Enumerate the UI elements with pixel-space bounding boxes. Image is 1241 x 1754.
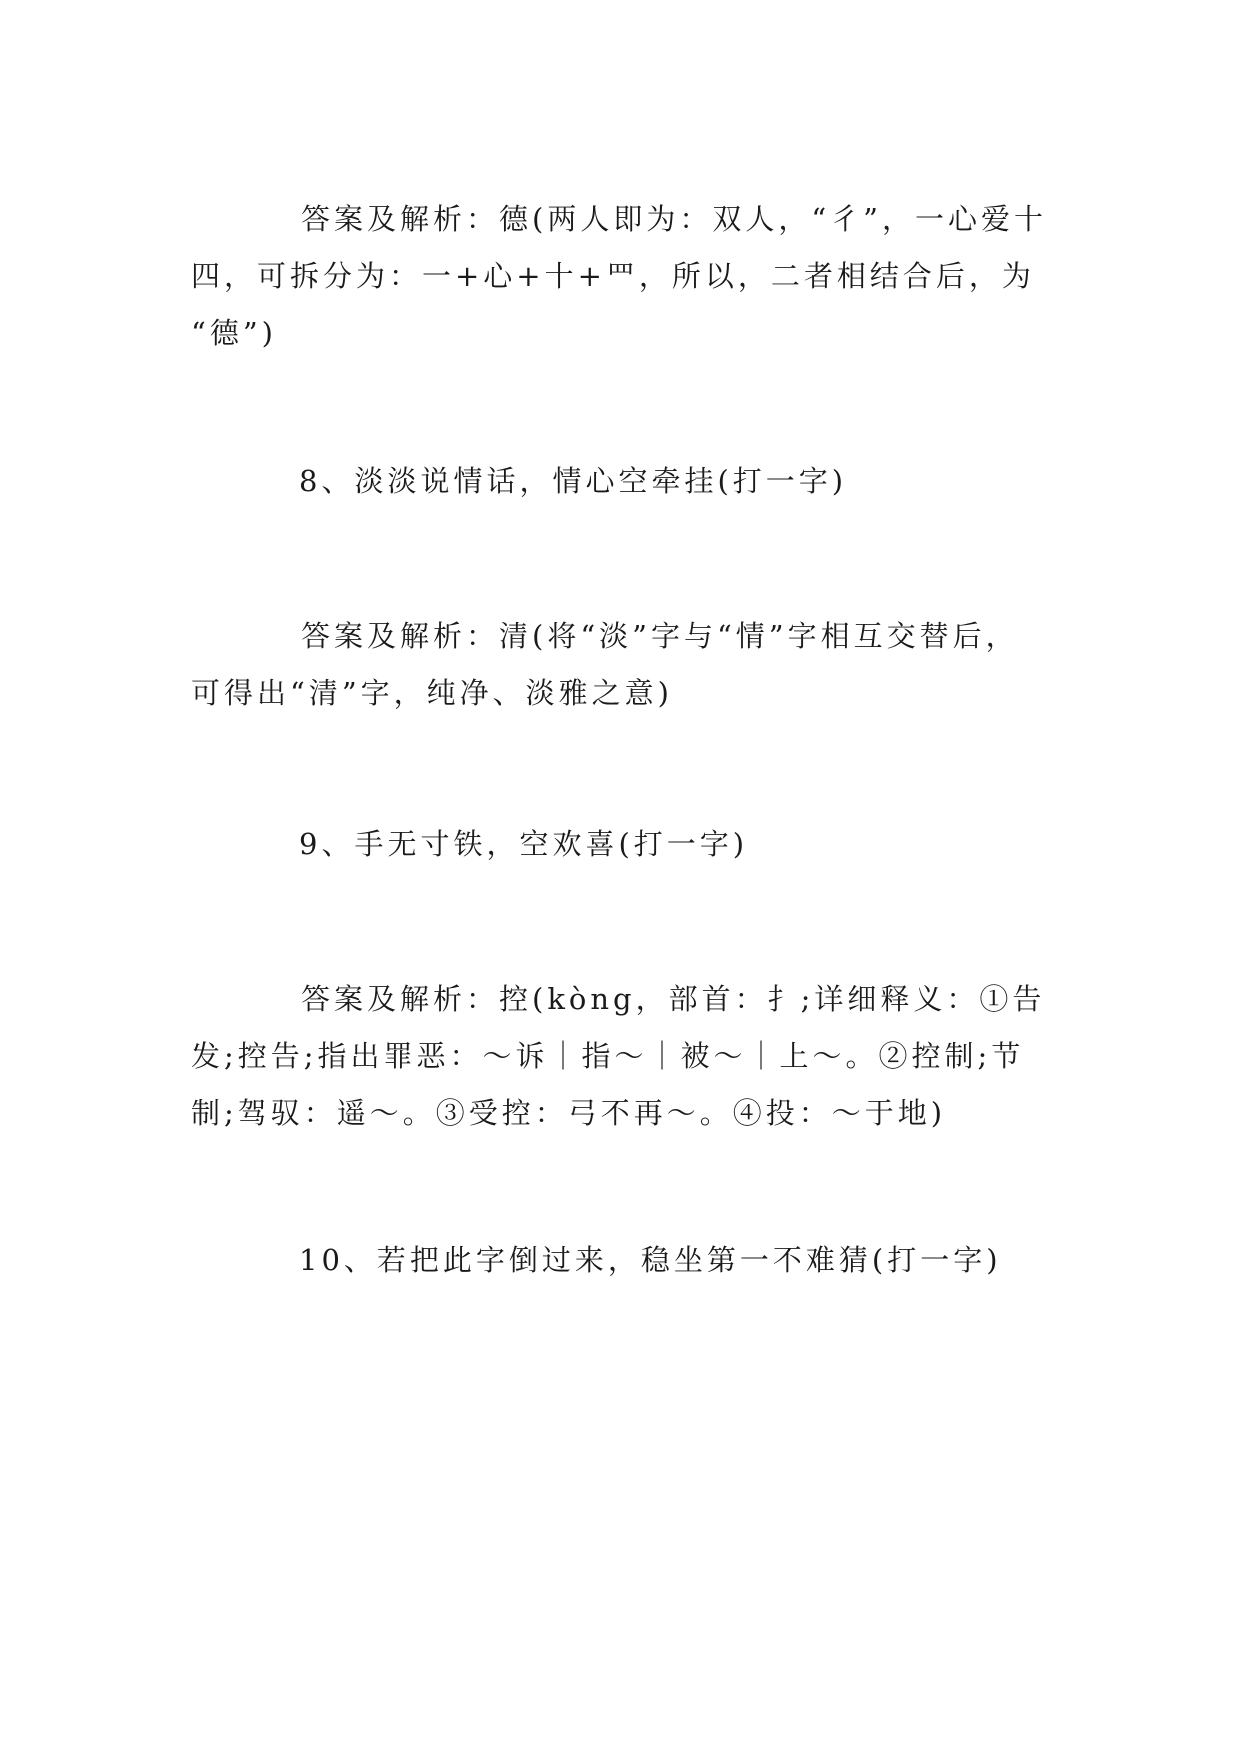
text-line: “德”) — [191, 316, 277, 350]
riddle-question-10 — [191, 1232, 1071, 1289]
text-line: 四，可拆分为：一+心+十+罒，所以，二者相结合后，为 — [191, 259, 1035, 293]
text-line: 答案及解析：德(两人即为：双人，“彳”，一心爱十 — [301, 202, 1047, 236]
text-line: 可得出“清”字，纯净、淡雅之意) — [191, 676, 673, 710]
answer-paragraph-3 — [191, 971, 1071, 1142]
text-line: 制;驾驭：遥～。③受控：弓不再～。④投：～于地) — [191, 1096, 947, 1130]
answer-paragraph-2 — [191, 608, 1071, 722]
text-line: 8、淡淡说情话，情心空牵挂(打一字) — [299, 464, 848, 498]
text-line: 答案及解析：控(kòng，部首：扌;详细释义：①告 — [301, 982, 1046, 1016]
text-line: 10、若把此字倒过来，稳坐第一不难猜(打一字) — [299, 1243, 1002, 1277]
text-line: 9、手无寸铁，空欢喜(打一字) — [299, 827, 749, 861]
text-line: 发;控告;指出罪恶：～诉｜指～｜被～｜上～。②控制;节 — [191, 1039, 1025, 1073]
answer-paragraph-1 — [191, 191, 1071, 362]
riddle-question-8 — [191, 453, 1071, 510]
riddle-question-9 — [191, 816, 1071, 873]
text-line: 答案及解析：清(将“淡”字与“情”字相互交替后， — [301, 619, 1019, 653]
